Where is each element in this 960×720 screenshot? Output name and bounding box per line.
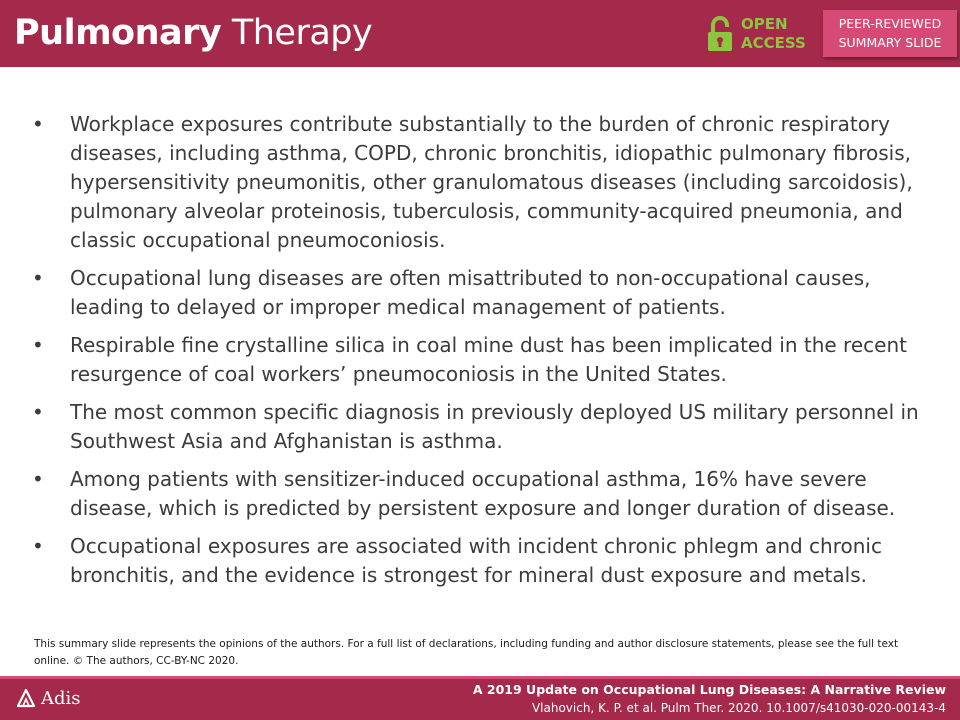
bullet-item	[30, 331, 930, 389]
article-citation: Vlahovich, K. P. et al. Pulm Ther. 2020. 10.1007/s41030-020-00143-4	[531, 701, 946, 715]
bullet-text: Among patients with sensitizer-induced occupational asthma, 16% have severe disease, which is predicted by persistent exposure and longer duration of disease.	[70, 467, 896, 520]
journal-title-light: Therapy	[231, 13, 373, 53]
bullet-marker: •	[32, 400, 44, 424]
bullet-text: The most common specific diagnosis in previously deployed US military personnel in Southwest Asia and Afghanistan is asthma.	[70, 400, 919, 453]
peer-reviewed-badge	[823, 10, 957, 57]
bullet-item	[30, 264, 930, 322]
bullet-item	[30, 110, 930, 255]
open-access-text	[741, 15, 821, 53]
article-title: A 2019 Update on Occupational Lung Diseases: A Narrative Review	[472, 682, 946, 697]
bullet-marker: •	[32, 333, 44, 357]
bullet-text: Respirable fine crystalline silica in coal mine dust has been implicated in the recent resurgence of coal workers’ pneumoconiosis in the United States.	[70, 333, 907, 386]
bullet-item	[30, 532, 930, 590]
badge-line2: SUMMARY SLIDE	[838, 35, 942, 50]
footer-accent-line	[0, 676, 960, 679]
open-access-line2: ACCESS	[741, 34, 806, 52]
bullet-marker: •	[32, 534, 44, 558]
bullet-marker: •	[32, 112, 44, 136]
badge-line1: PEER-REVIEWED	[838, 16, 942, 31]
disclaimer-text: This summary slide represents the opinions of the authors. For a full list of declarations, including funding and author disclosure statements, please see the full text online. © The authors, CC-BY-NC 2020.	[34, 638, 899, 667]
adis-triangle-logo-icon	[16, 688, 36, 708]
padlock-open-icon	[707, 16, 733, 52]
open-access-line1: OPEN	[741, 15, 788, 33]
publisher-name: Adis	[41, 688, 81, 709]
bullet-marker: •	[32, 467, 44, 491]
summary-bullet-list	[30, 110, 930, 599]
bullet-marker: •	[32, 266, 44, 290]
bullet-text: Workplace exposures contribute substantially to the burden of chronic respiratory diseases, including asthma, COPD, chronic bronchitis, idiopathic pulmonary fibrosis, hypersensitivity pneumonitis, other granulomatous diseases (including sarcoidosis), pulmonary alveolar proteinosis, tuberculosis, community-acquired pneumonia, and classic occupational pneumoconiosis.	[70, 112, 913, 252]
bullet-item	[30, 398, 930, 456]
bullet-text: Occupational lung diseases are often misattributed to non-occupational causes, leading to delayed or improper medical management of patients.	[70, 266, 871, 319]
bullet-item	[30, 465, 930, 523]
journal-title-bold: Pulmonary	[14, 13, 222, 53]
bullet-text: Occupational exposures are associated with incident chronic phlegm and chronic bronchitis, and the evidence is strongest for mineral dust exposure and metals.	[70, 534, 882, 587]
journal-title	[14, 8, 372, 58]
